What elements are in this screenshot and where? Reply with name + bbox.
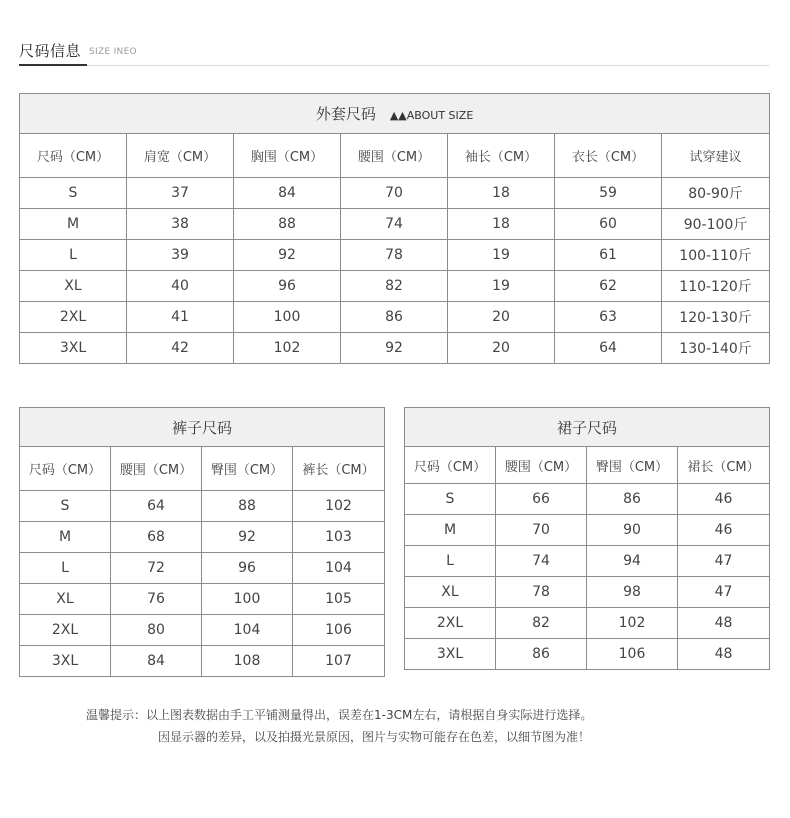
table-cell: XL bbox=[405, 577, 496, 608]
column-header: 肩宽（CM） bbox=[127, 134, 234, 178]
table-cell: 78 bbox=[341, 240, 448, 271]
table-cell: 61 bbox=[555, 240, 662, 271]
table-cell: 130-140斤 bbox=[662, 333, 770, 364]
table-cell: 2XL bbox=[20, 302, 127, 333]
table-cell: 92 bbox=[202, 522, 293, 553]
skirt-table-caption: 裙子尺码 bbox=[405, 408, 770, 447]
table-cell: 3XL bbox=[20, 646, 111, 677]
table-cell: 20 bbox=[448, 302, 555, 333]
column-header: 臀围（CM） bbox=[202, 447, 293, 491]
table-cell: 102 bbox=[587, 608, 678, 639]
column-header: 裙长（CM） bbox=[678, 447, 770, 484]
table-cell: 41 bbox=[127, 302, 234, 333]
table-cell: 48 bbox=[678, 639, 770, 670]
section-header bbox=[19, 36, 769, 68]
size-notes bbox=[0, 704, 790, 748]
table-cell: 120-130斤 bbox=[662, 302, 770, 333]
table-cell: 19 bbox=[448, 271, 555, 302]
column-header: 腰围（CM） bbox=[341, 134, 448, 178]
column-header: 尺码（CM） bbox=[20, 447, 111, 491]
table-cell: 84 bbox=[234, 178, 341, 209]
table-cell: 39 bbox=[127, 240, 234, 271]
table-cell: 59 bbox=[555, 178, 662, 209]
table-cell: 60 bbox=[555, 209, 662, 240]
column-header: 腰围（CM） bbox=[496, 447, 587, 484]
table-cell: 104 bbox=[202, 615, 293, 646]
column-header: 试穿建议 bbox=[662, 134, 770, 178]
table-cell: 3XL bbox=[405, 639, 496, 670]
skirt-header-row bbox=[405, 447, 770, 484]
table-cell: 105 bbox=[293, 584, 385, 615]
table-cell: 70 bbox=[341, 178, 448, 209]
column-header: 胸围（CM） bbox=[234, 134, 341, 178]
table-cell: 18 bbox=[448, 209, 555, 240]
coat-table-caption bbox=[20, 94, 770, 134]
section-title: 尺码信息 bbox=[19, 42, 82, 60]
table-cell: 86 bbox=[587, 484, 678, 515]
table-cell: 64 bbox=[555, 333, 662, 364]
table-cell: 86 bbox=[496, 639, 587, 670]
table-cell: 98 bbox=[587, 577, 678, 608]
table-cell: M bbox=[20, 522, 111, 553]
table-row bbox=[20, 302, 770, 333]
table-cell: 90 bbox=[587, 515, 678, 546]
table-cell: 96 bbox=[202, 553, 293, 584]
table-cell: 2XL bbox=[20, 615, 111, 646]
table-cell: 94 bbox=[587, 546, 678, 577]
table-cell: 103 bbox=[293, 522, 385, 553]
table-cell: 72 bbox=[111, 553, 202, 584]
table-cell: 84 bbox=[111, 646, 202, 677]
table-cell: 92 bbox=[341, 333, 448, 364]
table-cell: 82 bbox=[341, 271, 448, 302]
table-row bbox=[20, 553, 385, 584]
table-row bbox=[405, 546, 770, 577]
table-cell: 64 bbox=[111, 491, 202, 522]
table-cell: S bbox=[20, 178, 127, 209]
table-cell: 66 bbox=[496, 484, 587, 515]
column-header: 袖长（CM） bbox=[448, 134, 555, 178]
table-cell: 42 bbox=[127, 333, 234, 364]
table-cell: XL bbox=[20, 271, 127, 302]
coat-header-row bbox=[20, 134, 770, 178]
table-cell: 107 bbox=[293, 646, 385, 677]
table-cell: 88 bbox=[202, 491, 293, 522]
table-cell: M bbox=[405, 515, 496, 546]
column-header: 衣长（CM） bbox=[555, 134, 662, 178]
table-cell: 106 bbox=[587, 639, 678, 670]
table-row bbox=[20, 178, 770, 209]
table-cell: M bbox=[20, 209, 127, 240]
table-row bbox=[405, 608, 770, 639]
table-cell: 100 bbox=[234, 302, 341, 333]
table-cell: 20 bbox=[448, 333, 555, 364]
coat-table-title: 外套尺码 bbox=[315, 105, 376, 123]
column-header: 尺码（CM） bbox=[405, 447, 496, 484]
table-cell: S bbox=[20, 491, 111, 522]
table-cell: 74 bbox=[496, 546, 587, 577]
column-header: 腰围（CM） bbox=[111, 447, 202, 491]
table-cell: 104 bbox=[293, 553, 385, 584]
table-cell: 86 bbox=[341, 302, 448, 333]
table-row bbox=[20, 240, 770, 271]
table-cell: 38 bbox=[127, 209, 234, 240]
table-row bbox=[20, 615, 385, 646]
table-cell: 62 bbox=[555, 271, 662, 302]
table-cell: 78 bbox=[496, 577, 587, 608]
table-cell: 19 bbox=[448, 240, 555, 271]
title-underline bbox=[19, 64, 87, 66]
table-cell: 2XL bbox=[405, 608, 496, 639]
table-row bbox=[20, 646, 385, 677]
section-subtitle: SIZE INEO bbox=[89, 47, 137, 57]
note-line-2: 因显示器的差异，以及拍摄光景原因，图片与实物可能存在色差，以细节图为准！ bbox=[158, 730, 591, 744]
table-row bbox=[405, 515, 770, 546]
header-divider bbox=[87, 65, 769, 66]
pants-header-row bbox=[20, 447, 385, 491]
table-cell: 37 bbox=[127, 178, 234, 209]
table-cell: 96 bbox=[234, 271, 341, 302]
table-cell: 47 bbox=[678, 546, 770, 577]
table-row bbox=[20, 271, 770, 302]
table-cell: 40 bbox=[127, 271, 234, 302]
skirt-size-table bbox=[404, 407, 770, 670]
table-cell: 92 bbox=[234, 240, 341, 271]
table-cell: 70 bbox=[496, 515, 587, 546]
table-cell: L bbox=[20, 553, 111, 584]
table-cell: S bbox=[405, 484, 496, 515]
about-size-label: ▲▲ABOUT SIZE bbox=[389, 109, 474, 122]
table-row bbox=[20, 584, 385, 615]
table-cell: 63 bbox=[555, 302, 662, 333]
column-header: 裤长（CM） bbox=[293, 447, 385, 491]
table-row bbox=[20, 491, 385, 522]
table-cell: 48 bbox=[678, 608, 770, 639]
table-row bbox=[405, 639, 770, 670]
table-cell: XL bbox=[20, 584, 111, 615]
table-cell: 100 bbox=[202, 584, 293, 615]
column-header: 尺码（CM） bbox=[20, 134, 127, 178]
table-cell: 74 bbox=[341, 209, 448, 240]
table-cell: 110-120斤 bbox=[662, 271, 770, 302]
table-cell: 108 bbox=[202, 646, 293, 677]
table-cell: 88 bbox=[234, 209, 341, 240]
table-cell: 68 bbox=[111, 522, 202, 553]
table-cell: 102 bbox=[234, 333, 341, 364]
table-cell: 46 bbox=[678, 515, 770, 546]
table-cell: 46 bbox=[678, 484, 770, 515]
table-cell: 100-110斤 bbox=[662, 240, 770, 271]
table-cell: 90-100斤 bbox=[662, 209, 770, 240]
table-cell: 18 bbox=[448, 178, 555, 209]
note-line-1: 温馨提示：以上图表数据由手工平铺测量得出，误差在1-3CM左右，请根据自身实际进行选择。 bbox=[86, 708, 593, 722]
table-row bbox=[405, 577, 770, 608]
table-row bbox=[20, 333, 770, 364]
table-row bbox=[20, 522, 385, 553]
column-header: 臀围（CM） bbox=[587, 447, 678, 484]
table-row bbox=[20, 209, 770, 240]
table-cell: 3XL bbox=[20, 333, 127, 364]
table-cell: 80 bbox=[111, 615, 202, 646]
table-row bbox=[405, 484, 770, 515]
table-cell: 82 bbox=[496, 608, 587, 639]
table-cell: 106 bbox=[293, 615, 385, 646]
table-cell: 102 bbox=[293, 491, 385, 522]
table-cell: L bbox=[405, 546, 496, 577]
table-cell: 80-90斤 bbox=[662, 178, 770, 209]
table-cell: 76 bbox=[111, 584, 202, 615]
table-cell: L bbox=[20, 240, 127, 271]
pants-size-table bbox=[19, 407, 385, 677]
coat-size-table bbox=[19, 93, 770, 364]
table-cell: 47 bbox=[678, 577, 770, 608]
pants-table-caption: 裤子尺码 bbox=[20, 408, 385, 447]
